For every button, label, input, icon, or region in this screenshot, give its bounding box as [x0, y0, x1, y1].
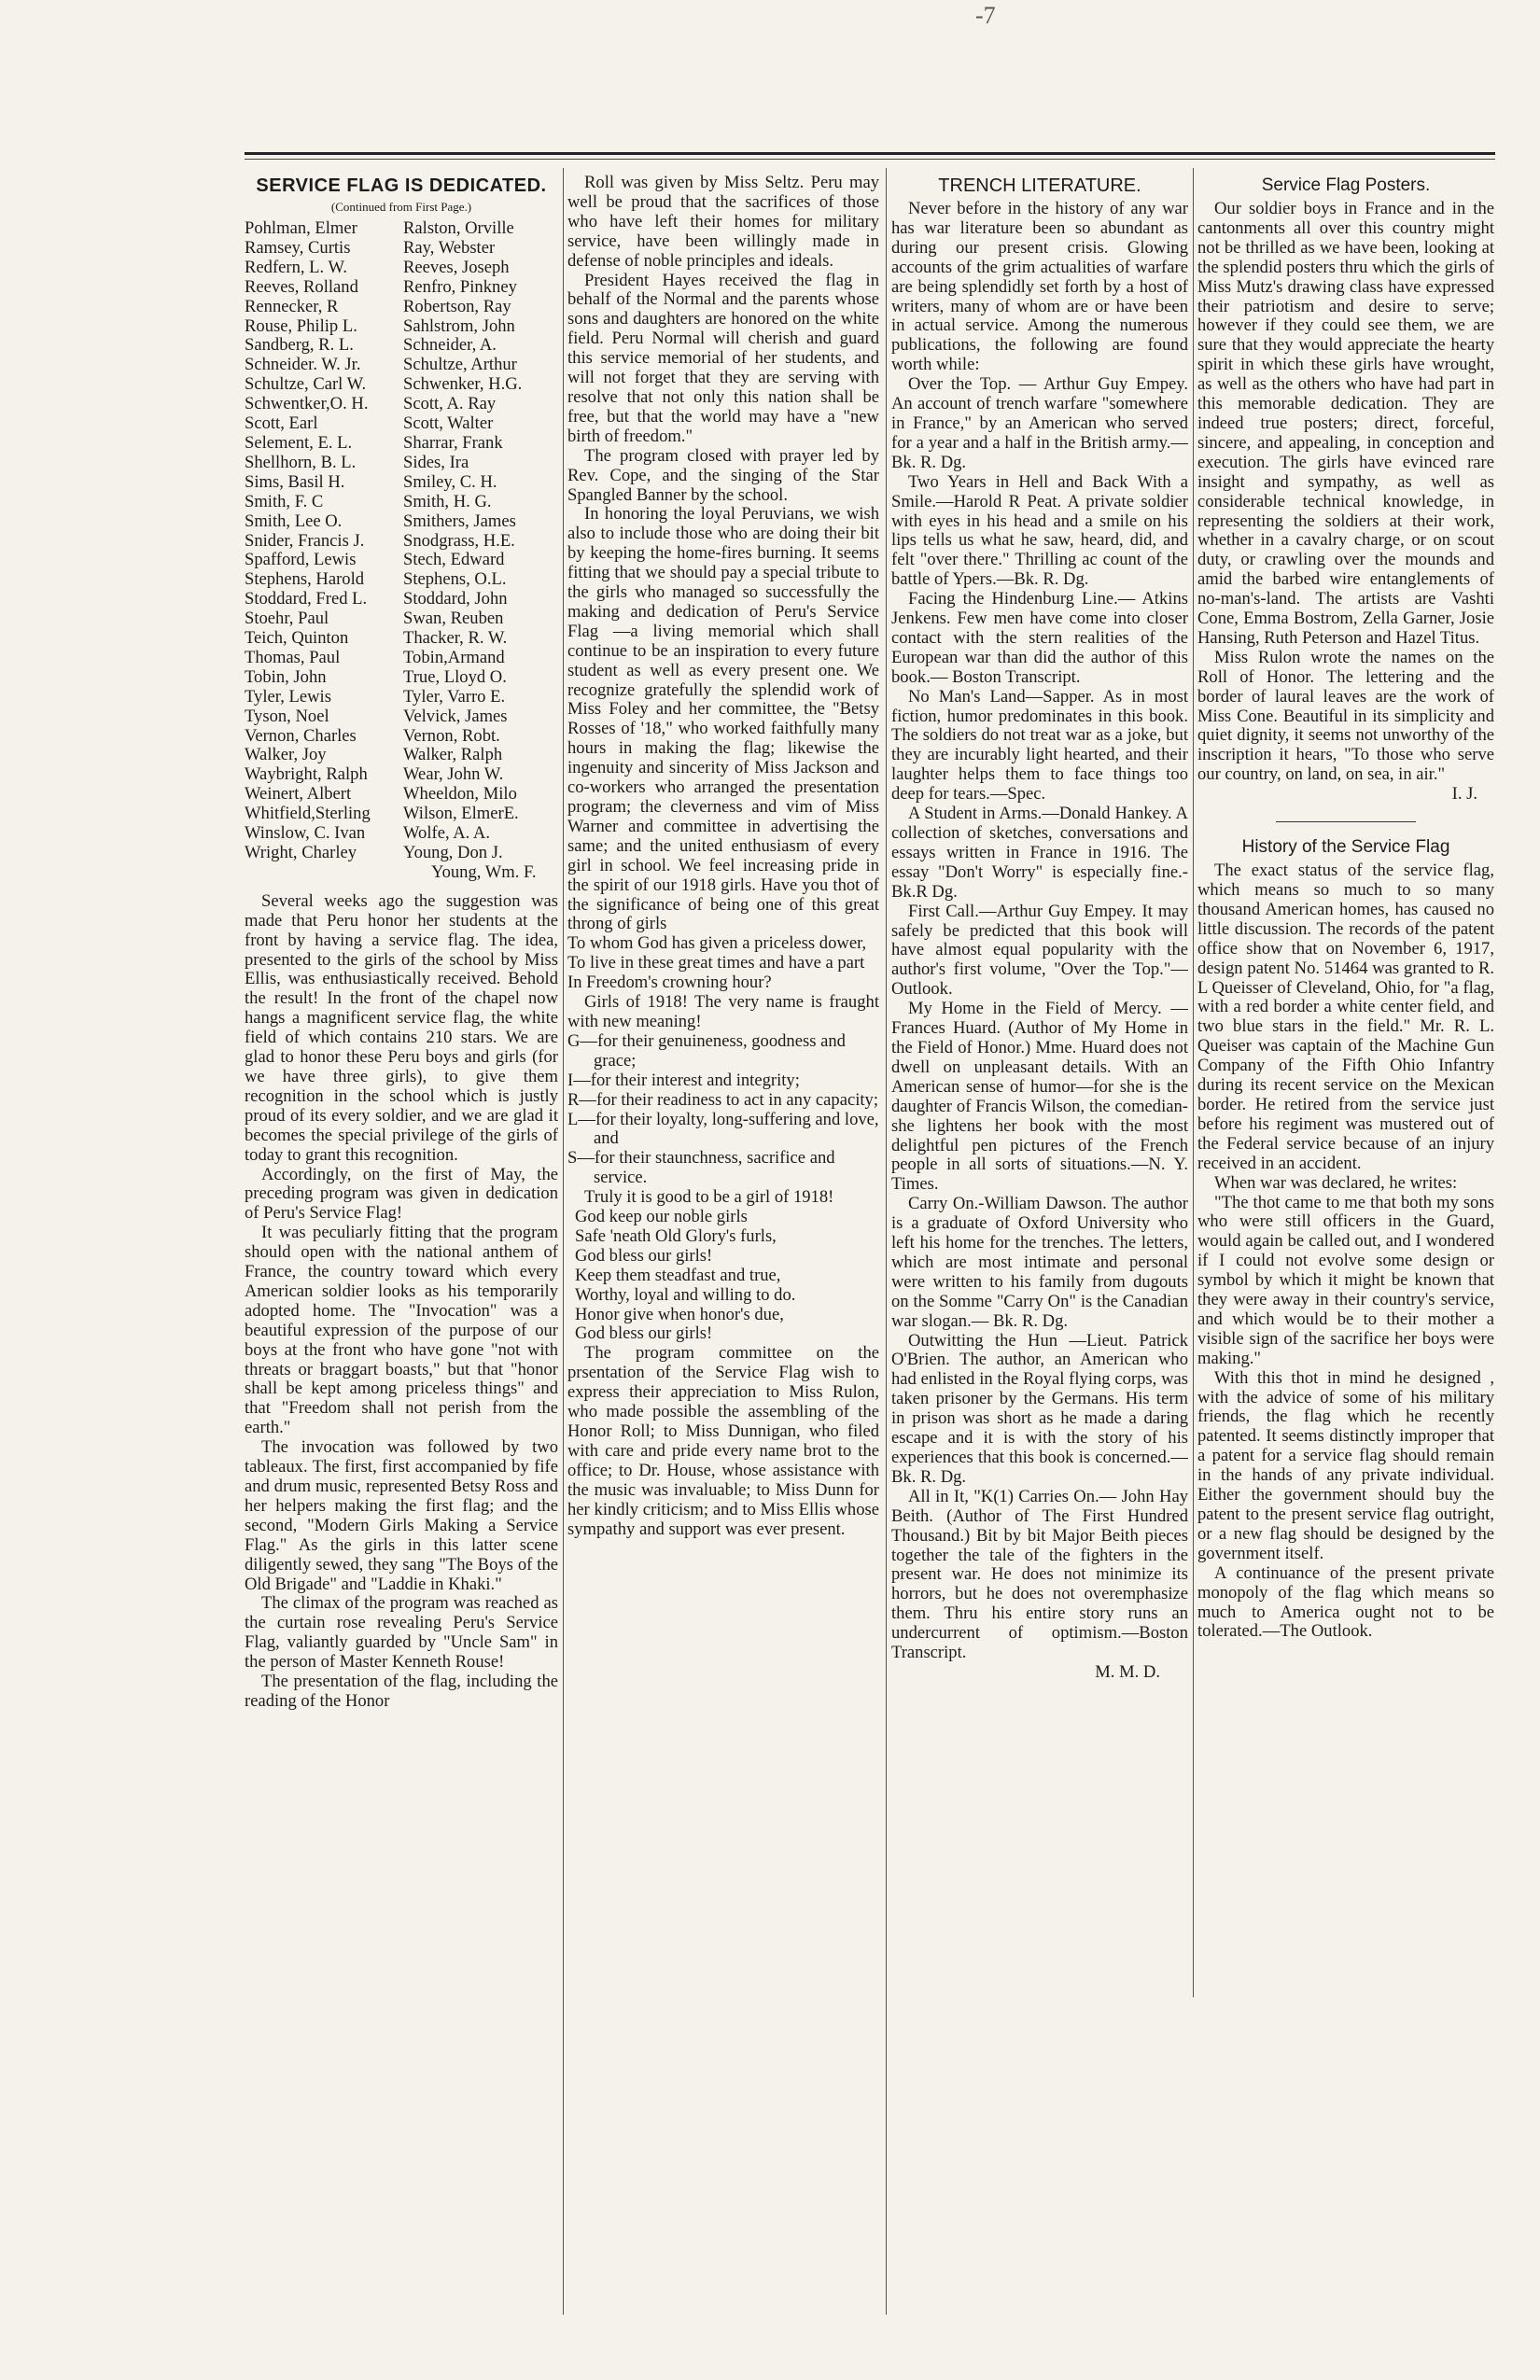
honor-roll-name: Smiley, C. H.: [403, 472, 497, 492]
honor-roll-name: Ramsey, Curtis: [245, 238, 351, 258]
paragraph: With this thot in mind he designed , with the advice of some of his military friends, the flag which he recently patented. It seems distinctly improper that a patent for a service flag should remain in the hands of any private individual. Either the government should buy the patent to the present service flag outright, or a new flag should be designed by the government itself.: [1197, 1367, 1494, 1563]
honor-roll-name: Stoddard, Fred L.: [245, 590, 368, 609]
column-1: [245, 174, 558, 2320]
honor-roll-name: Tyson, Noel: [245, 707, 329, 726]
honor-roll-name: Young, Wm. F.: [431, 862, 537, 882]
paragraph: "The thot came to me that both my sons who were still officers in the Guard, would again be called out, and I wondered if I could not evolve some design or symbol by which it might be known that they were away in their country's service, and which would be to their mother a visible sign of the sacrifice her boys were making.": [1197, 1192, 1494, 1368]
honor-roll-name: Wolfe, A. A.: [403, 824, 491, 844]
honor-roll-name: Schneider, A.: [403, 336, 497, 356]
honor-roll-names: [245, 219, 558, 883]
honor-roll-name: Swan, Reuben: [403, 609, 504, 629]
paragraph: President Hayes received the flag in behalf of the Normal and the parents whose sons and daughters are honored on the white field. Peru Normal will cherish and guard this service memorial of her students, and will not forget that they are serving with resolve that not only this nation shall be free, but that the world may have a "new birth of freedom.": [567, 270, 879, 446]
truly-paragraph: Truly it is good to be a girl of 1918!: [584, 1187, 834, 1208]
honor-roll-name: Young, Don J.: [403, 844, 503, 862]
honor-roll-name: Stephens, O.L.: [403, 570, 507, 590]
article-continuation: [567, 174, 879, 934]
book-review: All in It, "K(1) Carries On.— John Hay Beith. (Author of The First Hundred Thousand.) Bit by bit Major Beith pieces together the tale of the fighters in the present war. He does not minimize its horrors, but he does not overemphasize them. Thru his entire story runs an undercurrent of optimism.—Boston Transcript.: [891, 1486, 1188, 1663]
poem-line: To live in these great times and have a part: [567, 953, 865, 973]
honor-roll-name: Sandberg, R. L.: [245, 336, 354, 356]
honor-roll-name: Ralston, Orville: [403, 219, 514, 238]
book-review: No Man's Land—Sapper. As in most fiction, humor predominates in this book. The soldiers do not treat war as a joke, but they are incurably light hearted, and their laughter helps them to face things too deep for tears.—Spec.: [891, 686, 1188, 805]
poem-line: Safe 'neath Old Glory's furls,: [575, 1225, 777, 1246]
book-review: Carry On.-William Dawson. The author is a graduate of Oxford University who left his home for the trenches. The letters, which are most intimate and personal were written to his family from dugouts on the Somme "Carry On" is the Canadian war slogan.— Bk. R. Dg.: [891, 1194, 1188, 1331]
section-divider: [1276, 821, 1416, 822]
honor-roll-name: Wear, John W.: [403, 765, 504, 785]
honor-roll-name: Schwenker, H.G.: [403, 375, 523, 395]
honor-roll-name: Teich, Quinton: [245, 629, 349, 649]
honor-roll-name: Weinert, Albert: [245, 785, 352, 805]
honor-roll-name: Smith, H. G.: [403, 492, 492, 511]
honor-roll-name: Spafford, Lewis: [245, 551, 357, 570]
trench-literature-body: [891, 200, 1188, 1663]
poem-line: In Freedom's crowning hour?: [567, 973, 772, 993]
paragraph: Miss Rulon wrote the names on the Roll of Honor. The lettering and the border of laural leaves are the work of Miss Cone. Beautiful in its simplicity and quiet dignity, it seems not unworthy of the inscription it hears, "To those who serve our country, on land, on sea, in air.": [1197, 647, 1494, 785]
honor-roll-name: Selement, E. L.: [245, 433, 353, 453]
honor-roll-name: Robertson, Ray: [403, 297, 511, 316]
honor-roll-name: Schwentker,O. H.: [245, 395, 369, 414]
trench-literature-heading: TRENCH LITERATURE.: [938, 175, 1141, 196]
honor-roll-name: Ray, Webster: [403, 238, 496, 258]
poem-stanza: [567, 934, 879, 993]
posters-body: [1197, 200, 1494, 785]
paragraph: It was peculiarly fitting that the program should open with the national anthem of France, the country toward which every American soldier looks as his temporarily adopted home. The "Invocation" was a beautiful expression of the purpose of our boys at the front who have gone "not with threats or braggart boasts," but that "honor shall be kept among priceless things" and that "Freedom shall not perish from the earth.": [245, 1223, 558, 1438]
honor-roll-name: Wright, Charley: [245, 844, 357, 862]
honor-roll-name: Scott, Earl: [245, 414, 318, 434]
acrostic-list: [567, 1032, 879, 1188]
poem-line: God bless our girls!: [575, 1245, 713, 1266]
paragraph: The climax of the program was reached as the curtain rose revealing Peru's Service Flag, valiantly guarded by "Uncle Sam" in the person of Master Kenneth Rouse!: [245, 1593, 558, 1673]
poem-line: Keep them steadfast and true,: [575, 1265, 781, 1285]
posters-signature: I. J.: [1451, 784, 1477, 805]
honor-roll-name: Schultze, Arthur: [403, 356, 517, 375]
honor-roll-name: Wheeldon, Milo: [403, 785, 517, 805]
honor-roll-name: Sims, Basil H.: [245, 472, 345, 492]
honor-roll-name: Rouse, Philip L.: [245, 316, 357, 336]
honor-roll-name: Schneider. W. Jr.: [245, 356, 361, 375]
honor-roll-name: Walker, Ralph: [403, 746, 503, 765]
posters-heading: Service Flag Posters.: [1261, 175, 1431, 195]
paragraph: Accordingly, on the first of May, the preceding program was given in dedication of Peru's Service Flag!: [245, 1164, 558, 1224]
honor-roll-name: Thomas, Paul: [245, 648, 341, 667]
history-heading: History of the Service Flag: [1241, 837, 1450, 858]
paragraph: When war was declared, he writes:: [1214, 1172, 1458, 1193]
honor-roll-name: Tyler, Lewis: [245, 687, 331, 707]
article-body: [245, 892, 558, 1712]
book-review: A Student in Arms.—Donald Hankey. A collection of sketches, conversations and essays written in France in 1916. The essay "Don't Worry" is especially fine.-Bk.R Dg.: [891, 804, 1188, 902]
page-mark: -7: [975, 2, 996, 29]
girls-paragraph: Girls of 1918! The very name is fraught with new meaning!: [567, 992, 879, 1031]
honor-roll-name: Whitfield,Sterling: [245, 805, 371, 824]
paragraph: The program closed with prayer led by Rev. Cope, and the singing of the Star Spangled Banner by the school.: [567, 445, 879, 505]
paragraph: The presentation of the flag, including the reading of the Honor: [245, 1672, 558, 1711]
honor-roll-name: Reeves, Rolland: [245, 277, 358, 297]
acrostic-line: L—for their loyalty, long-suffering and love, and: [567, 1109, 879, 1149]
honor-roll-name: Waybright, Ralph: [245, 765, 368, 785]
honor-roll-name: Snodgrass, H.E.: [403, 531, 515, 551]
honor-roll-name: Stoddard, John: [403, 590, 508, 609]
paragraph: In honoring the loyal Peruvians, we wish also to include those who are doing their bit by keeping the home-fires burning. It seems fitting that we should pay a special tribute to the girls who managed so successfully the making and dedication of Peru's Service Flag —a living memorial which shall continue to be an inspiration to every future student as well as every present one. We recognize gratefully the splendid work of Miss Foley and her committee, the "Betsy Rosses of '18," who worked faithfully many hours in making the flag; likewise the ingenuity and sincerity of Miss Jackson and co-workers who arranged the presentation program; the cleverness and vim of Miss Warner and committee in advertising the same; and the united enthusiasm of every girl in school. We feel increasing pride in the spirit of our 1918 girls. Have you thot of the significance of being one of this great throng of girls: [567, 504, 879, 934]
honor-roll-name: Stoehr, Paul: [245, 609, 329, 629]
column-rule-2: [886, 168, 887, 2315]
signature: M. M. D.: [1095, 1661, 1160, 1682]
honor-roll-name: Stephens, Harold: [245, 570, 365, 590]
honor-roll-name: Wilson, ElmerE.: [403, 805, 519, 824]
paragraph: Roll was given by Miss Seltz. Peru may well be proud that the sacrifices of those who have left their homes for military service, have been willingly made in defense of noble principles and ideals.: [567, 174, 879, 271]
honor-roll-name: Sides, Ira: [403, 453, 469, 472]
poem-line: To whom God has given a priceless dower,: [567, 933, 867, 954]
acrostic-line: I—for their interest and integrity;: [567, 1070, 800, 1090]
book-review: Facing the Hindenburg Line.— Atkins Jenkens. Few men have come into closer contact with the stern realities of the European war than did the author of this book.— Boston Transcript.: [891, 589, 1188, 687]
article-subheading: (Continued from First Page.): [330, 200, 472, 214]
top-rule-thin: [245, 159, 1495, 160]
honor-roll-name: Reeves, Joseph: [403, 258, 510, 277]
honor-roll-name: Vernon, Robt.: [403, 726, 500, 746]
column-rule-3: [1193, 168, 1194, 1997]
book-review: Outwitting the Hun —Lieut. Patrick O'Brien. The author, an American who had enlisted in the Royal flying corps, was taken prisoner by the Germans. His term in prison was short as he made a daring escape and it is with the story of his experiences that this book is concerned.—Bk. R. Dg.: [891, 1330, 1188, 1487]
book-review: Never before in the history of any war has war literature been so abundant as during our present crisis. Glowing accounts of the grim actualities of warfare are being splendidly set forth by a host of writers, many of whom are or have been in actual service. Among the numerous publications, the following are found worth while:: [891, 199, 1188, 375]
honor-roll-name: Smithers, James: [403, 511, 516, 531]
honor-roll-name: Sharrar, Frank: [403, 433, 503, 453]
book-review: Two Years in Hell and Back With a Smile.—Harold R Peat. A private soldier with eyes in his head and a smile on his lips tells us what he saw, heard, did, and felt "over there." Thrilling ac count of the battle of Ypers.—Bk. R. Dg.: [891, 471, 1188, 590]
column-4: [1197, 174, 1494, 2320]
honor-roll-name: Scott, Walter: [403, 414, 494, 434]
paragraph: Our soldier boys in France and in the cantonments all over this country might not be thrilled as we have been, looking at the splendid posters thru which the girls of Miss Mutz's drawing class have expressed their patriotism and desire to serve; however if they could see them, we are sure that they would appreciate the hearty spirit in which these girls have wrought, as well as the others who have had part in this memorable dedication. They are indeed true posters; direct, forceful, sincere, and appealing, in conception and execution. The girls have evinced rare insight and sympathy, as well as considerable technical knowledge, in representing the soldiers at their work, whether in a cavalry charge, or on scout duty, or crawling over the mounds and amid the barbed wire entanglements of no-man's-land. The artists are Vashti Cone, Emma Bostrom, Zella Garner, Josie Hansing, Ruth Peterson and Hazel Titus.: [1197, 199, 1494, 648]
honor-roll-name: Velvick, James: [403, 707, 508, 726]
honor-roll-name: Smith, Lee O.: [245, 511, 343, 531]
paragraph: The exact status of the service flag, which means so much to so many thousand American homes, has caused no little discussion. The records of the patent office show that on November 6, 1917, design patent No. 51464 was granted to R. L Queisser of Cleveland, Ohio, for "a flag, with a red border a white center field, and two blue stars in the field." Mr. R. L. Queiser was captain of the Machine Gun Company of the Fifth Ohio Infantry during its recent service on the Mexican border. He retired from the service just before his regiment was mustered out of the Federal service because of an injury received in an accident.: [1197, 861, 1494, 1173]
book-review: My Home in the Field of Mercy. —Frances Huard. (Author of My Home in the Field of Honor.) Mme. Huard does not dwell on unpleasant details. With an American sense of humor—for she is the daughter of Francis Wilson, the comedian- she lightens her book with the most delightful pen pictures of the French people in all sorts of situations.—N. Y. Times.: [891, 999, 1188, 1195]
column-rule-1: [563, 168, 564, 2315]
honor-roll-name: Stech, Edward: [403, 551, 505, 570]
column-3: [891, 174, 1188, 2320]
honor-roll-name: Rennecker, R: [245, 297, 339, 316]
acrostic-line: R—for their readiness to act in any capacity;: [567, 1089, 879, 1110]
history-body: [1197, 861, 1494, 1642]
poem-line: God keep our noble girls: [575, 1207, 748, 1227]
acrostic-line: G—for their genuineness, goodness and grace;: [567, 1030, 846, 1071]
poem-line: Honor give when honor's due,: [575, 1304, 784, 1324]
poem-line: God bless our girls!: [575, 1323, 713, 1344]
honor-roll-name: Walker, Joy: [245, 746, 327, 765]
honor-roll-name: Shellhorn, B. L.: [245, 453, 357, 472]
honor-roll-name: Vernon, Charles: [245, 726, 357, 746]
paragraph: The invocation was followed by two tableaux. The first, first accompanied by fife and drum music, represented Betsy Ross and her helpers making the first flag; and the second, "Modern Girls Making a Service Flag." As the girls in this latter scene diligently sewed, they sang "The Boys of the Old Brigade" and "Laddie in Khaki.": [245, 1437, 558, 1594]
committee-paragraph: The program committee on the prsentation of the Service Flag wish to express their appreciation to Miss Rulon, who made possible the assembling of the Honor Roll; to Miss Dunnigan, who filed with care and pride every name brot to the office; to Dr. House, whose assistance with the music was invaluable; to Miss Dunn for her kindly criticism; and to Miss Ellis whose sympathy and support was ever present.: [567, 1343, 879, 1539]
honor-roll-name: Redfern, L. W.: [245, 258, 347, 277]
honor-roll-name: Pohlman, Elmer: [245, 219, 357, 238]
honor-roll-name: Snider, Francis J.: [245, 531, 365, 551]
honor-roll-name: Schultze, Carl W.: [245, 375, 367, 395]
honor-roll-name: Tyler, Varro E.: [403, 687, 506, 707]
honor-roll-name: Sahlstrom, John: [403, 316, 515, 336]
honor-roll-name: Smith, F. C: [245, 492, 324, 511]
acrostic-line: S—for their staunchness, sacrifice and service.: [567, 1148, 835, 1188]
honor-roll-name: Tobin, John: [245, 667, 327, 687]
honor-roll-name: Tobin,Armand: [403, 648, 505, 667]
closing-poem: [567, 1208, 879, 1344]
honor-roll-name: True, Lloyd O.: [403, 667, 507, 687]
honor-roll-name: Scott, A. Ray: [403, 395, 497, 414]
book-review: First Call.—Arthur Guy Empey. It may safely be predicted that this book will have almost equal popularity with the author's first volume, "Over the Top."—Outlook.: [891, 901, 1188, 1000]
paragraph: Several weeks ago the suggestion was made that Peru honor her students at the front by having a service flag. The idea, presented to the girls of the school by Miss Ellis, was enthusiastically received. Behold the result! In the front of the chapel now hangs a magnificent service flag, the white field of which contains 210 stars. We are glad to honor these Peru boys and girls (for we have three girls), to give them recognition in the school which is justly proud of its every soldier, and we are glad it becomes the special privilege of the girls of today to grant this recognition.: [245, 890, 558, 1165]
honor-roll-name: Thacker, R. W.: [403, 629, 508, 649]
honor-roll-name: Renfro, Pinkney: [403, 277, 517, 297]
top-rule: [245, 152, 1495, 155]
poem-line: Worthy, loyal and willing to do.: [575, 1284, 796, 1305]
paragraph: A continuance of the present private monopoly of the flag which means so much to America ought not to be tolerated.—The Outlook.: [1197, 1562, 1494, 1642]
article-heading: SERVICE FLAG IS DEDICATED.: [256, 175, 547, 196]
column-2: [567, 174, 879, 2320]
book-review: Over the Top. — Arthur Guy Empey. An account of trench warfare "somewhere in France," by an American who served for a year and a half in the British army.—Bk. R. Dg.: [891, 374, 1188, 472]
honor-roll-name: Winslow, C. Ivan: [245, 824, 366, 844]
